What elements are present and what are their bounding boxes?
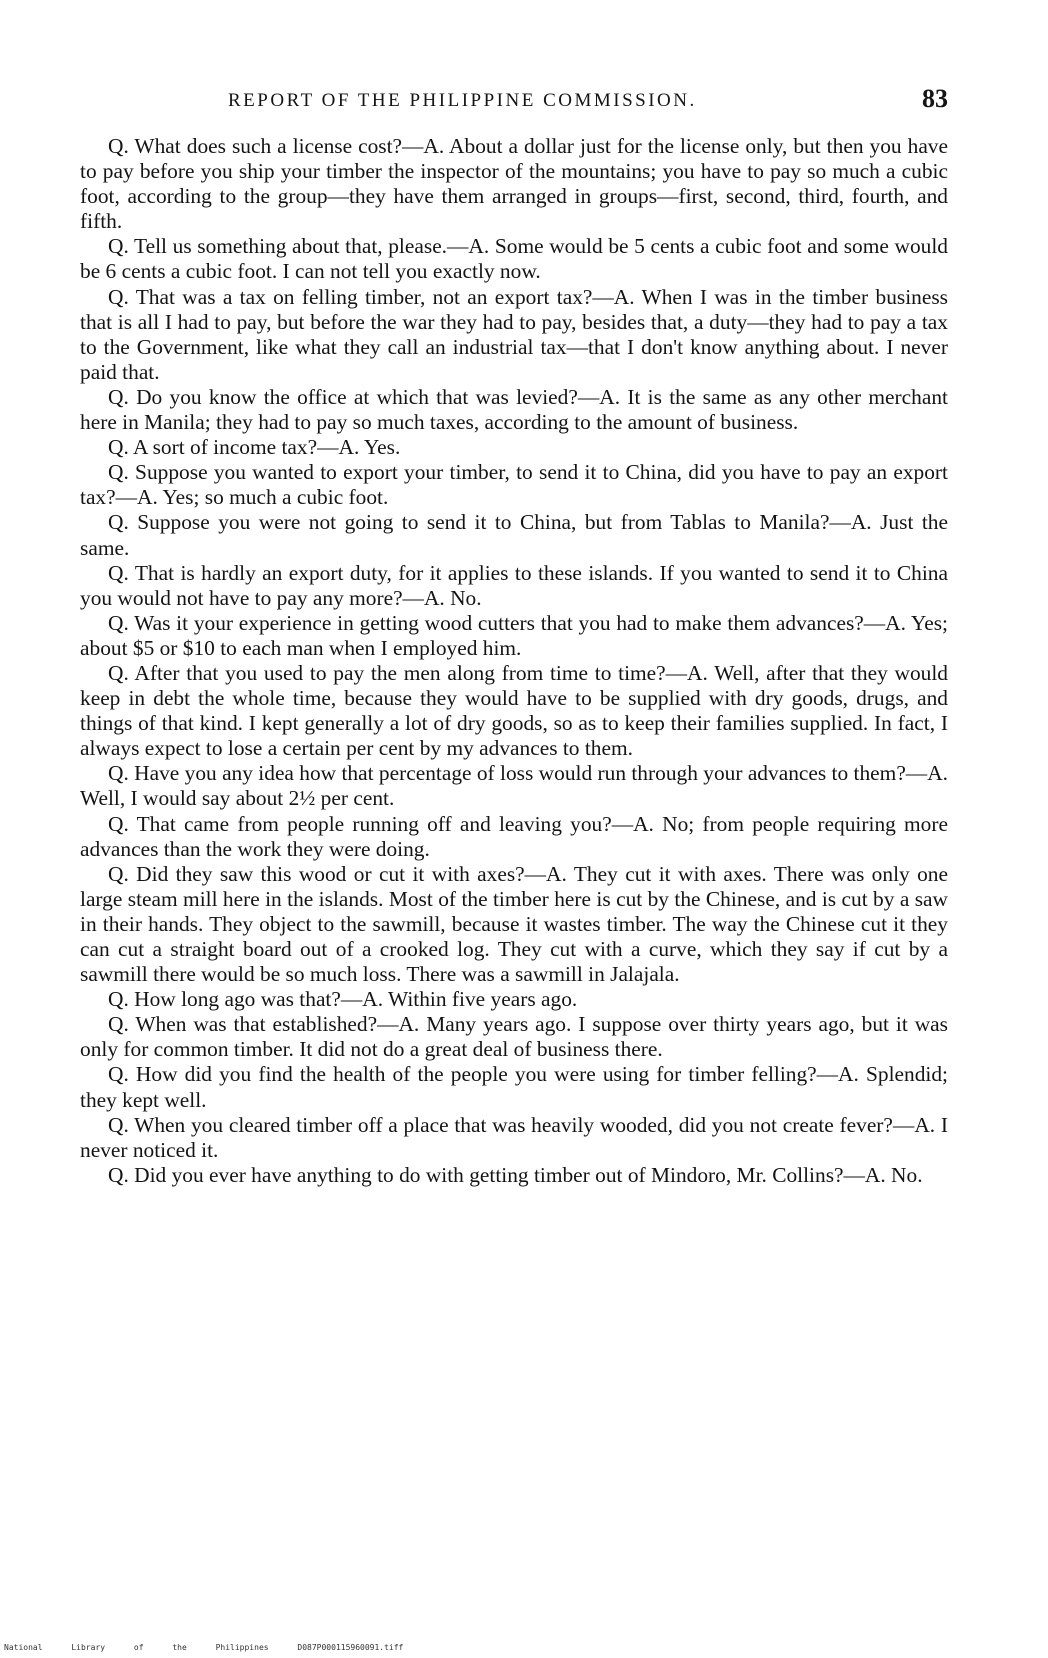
paragraph-5: Q. A sort of income tax?—A. Yes. [108,435,401,460]
paragraph-9: Q. Was it your experience in getting wood cutters that you had to make them advances?—A. Yes; about $5 or $10 to each man when I employed him. [80,610,948,660]
paragraph-17: Q. When you cleared timber off a place that was heavily wooded, did you not create fever?—A. I never noticed it. [80,1112,948,1162]
paragraph-16: Q. How did you find the health of the people you were using for timber felling?—A. Splendid; they kept well. [80,1062,948,1112]
footer-library: National Library of the Philippines [4,1643,269,1652]
page-number: 83 [922,84,948,113]
body-text [80,134,948,1188]
paragraph-13: Q. Did they saw this wood or cut it with axes?—A. They cut it with axes. There was only one large steam mill here in the islands. Most of the timber here is cut by the Chinese, and is cut by a saw in their hands. They object to the sawmill, because it wastes timber. The way the Chinese cut it they can cut a straight board out of a crooked log. They cut with a curve, which they say if cut by a sawmill there would be so much loss. There was a sawmill in Jalajala. [80,861,948,987]
paragraph-12: Q. That came from people running off and leaving you?—A. No; from people requiring more advances than the work they were doing. [80,811,948,861]
scan-footer [4,1643,403,1652]
paragraph-8: Q. That is hardly an export duty, for it applies to these islands. If you wanted to send it to China you would not have to pay any more?—A. No. [80,560,948,610]
paragraph-2: Q. Tell us something about that, please.—A. Some would be 5 cents a cubic foot and some would be 6 cents a cubic foot. I can not tell you exactly now. [80,234,948,284]
paragraph-3: Q. That was a tax on felling timber, not an export tax?—A. When I was in the timber business that is all I had to pay, but before the war they had to pay, besides that, a duty—they had to pay a tax to the Government, like what they call an industrial tax—that I don't know anything about. I never paid that. [80,284,948,384]
paragraph-1: Q. What does such a license cost?—A. About a dollar just for the license only, but then you have to pay before you ship your timber the inspector of the mountains; you have to pay so much a cubic foot, according to the group—they have them arranged in groups—first, second, third, fourth, and fifth. [80,134,948,234]
paragraph-7: Q. Suppose you were not going to send it to China, but from Tablas to Manila?—A. Just the same. [80,510,948,560]
running-title: REPORT OF THE PHILIPPINE COMMISSION. [228,90,697,111]
paragraph-15: Q. When was that established?—A. Many years ago. I suppose over thirty years ago, but it was only for common timber. It did not do a great deal of business there. [80,1012,948,1062]
paragraph-6: Q. Suppose you wanted to export your timber, to send it to China, did you have to pay an export tax?—A. Yes; so much a cubic foot. [80,460,948,510]
running-head [78,84,948,116]
paragraph-4: Q. Do you know the office at which that was levied?—A. It is the same as any other merchant here in Manila; they had to pay so much taxes, according to the amount of business. [80,384,948,435]
paragraph-11: Q. Have you any idea how that percentage of loss would run through your advances to them?—A. Well, I would say about 2½ per cent. [80,761,948,811]
paragraph-14: Q. How long ago was that?—A. Within five years ago. [108,987,578,1012]
paragraph-10: Q. After that you used to pay the men along from time to time?—A. Well, after that they would keep in debt the whole time, because they would have to be supplied with dry goods, drugs, and things of that kind. I kept generally a lot of dry goods, so as to keep their families supplied. In fact, I always expect to lose a certain per cent by my advances to them. [80,660,948,761]
paragraph-18: Q. Did you ever have anything to do with getting timber out of Mindoro, Mr. Collins?—A. No. [108,1162,923,1187]
footer-file: D087P000115960091.tiff [297,1643,404,1652]
